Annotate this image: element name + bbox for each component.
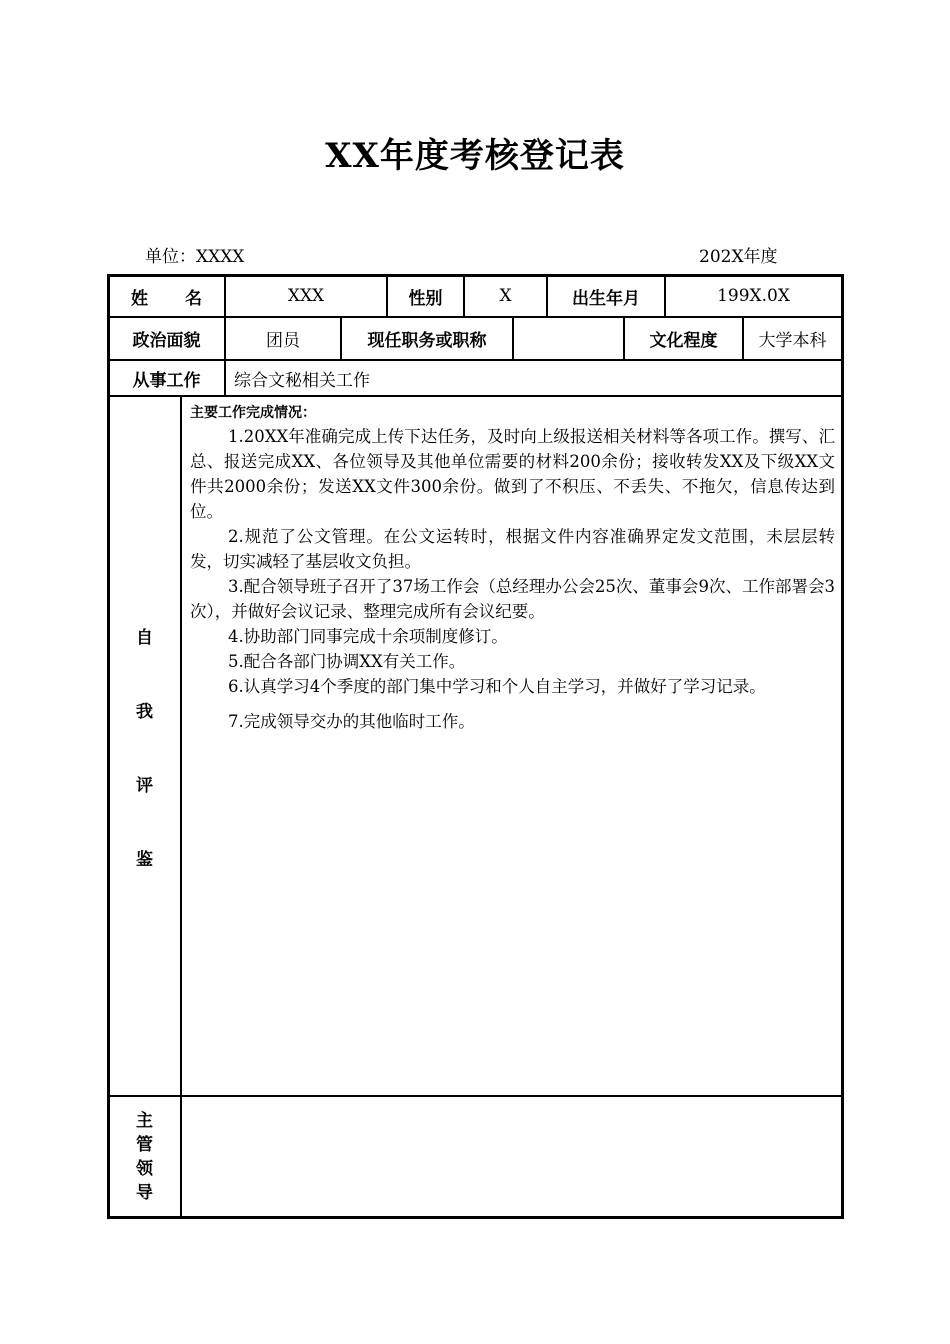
position-label: 现任职务或职称 — [367, 331, 487, 351]
work-value: 综合文秘相关工作 — [234, 370, 370, 391]
assessment-table — [107, 274, 843, 1218]
self-eval-label-char: 鉴 — [136, 849, 153, 870]
birth-value: 199X.0X — [717, 286, 790, 306]
col-divider — [180, 395, 182, 1217]
education-value: 大学本科 — [758, 331, 827, 351]
self-eval-item: 4.协助部门同事完成十余项制度修订。 — [228, 627, 508, 646]
name-label — [109, 276, 224, 316]
supervisor-label-char: 领 — [136, 1158, 153, 1179]
supervisor-label-char: 管 — [136, 1134, 153, 1155]
supervisor-content[interactable] — [182, 1097, 841, 1216]
self-eval-item: 1.20XX年准确完成上传下达任务，及时向上级报送相关材料等各项工作。撰写、汇总、报送完成XX、各位领导及其他单位需要的材料200余份；接收转发XX及下级XX文件共2000余份；发送XX文件300余份。做到了不积压、不丢失、不拖欠，信息传达到位。 — [190, 427, 835, 521]
name-value: XXX — [287, 286, 325, 306]
row-divider — [107, 395, 843, 397]
table-border-right — [841, 274, 844, 1219]
col-divider — [224, 359, 226, 396]
position-value — [514, 318, 623, 359]
self-eval-item: 2.规范了公文管理。在公文运转时，根据文件内容准确界定发文范围，未层层转发，切实减轻了基层收文负担。 — [190, 527, 835, 571]
year-text: 202X年度 — [699, 247, 778, 267]
birth-label: 出生年月 — [572, 288, 640, 309]
self-eval-item: 5.配合各部门协调XX有关工作。 — [228, 652, 466, 671]
page-title: XX年度考核登记表 — [325, 136, 625, 176]
self-eval-label-char: 自 — [136, 627, 153, 648]
gender-value: X — [499, 286, 512, 306]
work-label: 从事工作 — [132, 370, 201, 391]
self-eval-heading: 主要工作完成情况： — [190, 405, 316, 421]
name-label-char: 姓 — [131, 288, 148, 309]
supervisor-label-char: 主 — [136, 1110, 153, 1131]
unit-text: 单位：XXXX — [145, 247, 245, 267]
political-value: 团员 — [266, 331, 300, 351]
table-border-bottom — [107, 1216, 843, 1219]
self-eval-label-char: 评 — [136, 775, 153, 796]
education-label: 文化程度 — [649, 331, 718, 351]
self-eval-item: 3.配合领导班子召开了37场工作会（总经理办公会25次、董事会9次、工作部署会3次），并做好会议记录、整理完成所有会议纪要。 — [190, 577, 835, 621]
self-eval-label — [109, 397, 180, 1095]
gender-label: 性别 — [408, 288, 443, 309]
political-label: 政治面貌 — [132, 331, 201, 351]
name-label-char: 名 — [185, 288, 202, 309]
self-eval-content — [190, 402, 835, 734]
supervisor-label-char: 导 — [136, 1182, 153, 1203]
supervisor-label — [109, 1097, 180, 1216]
self-eval-item: 7.完成领导交办的其他临时工作。 — [228, 712, 475, 731]
self-eval-label-char: 我 — [136, 701, 153, 722]
self-eval-item: 6.认真学习4个季度的部门集中学习和个人自主学习，并做好了学习记录。 — [228, 677, 766, 696]
